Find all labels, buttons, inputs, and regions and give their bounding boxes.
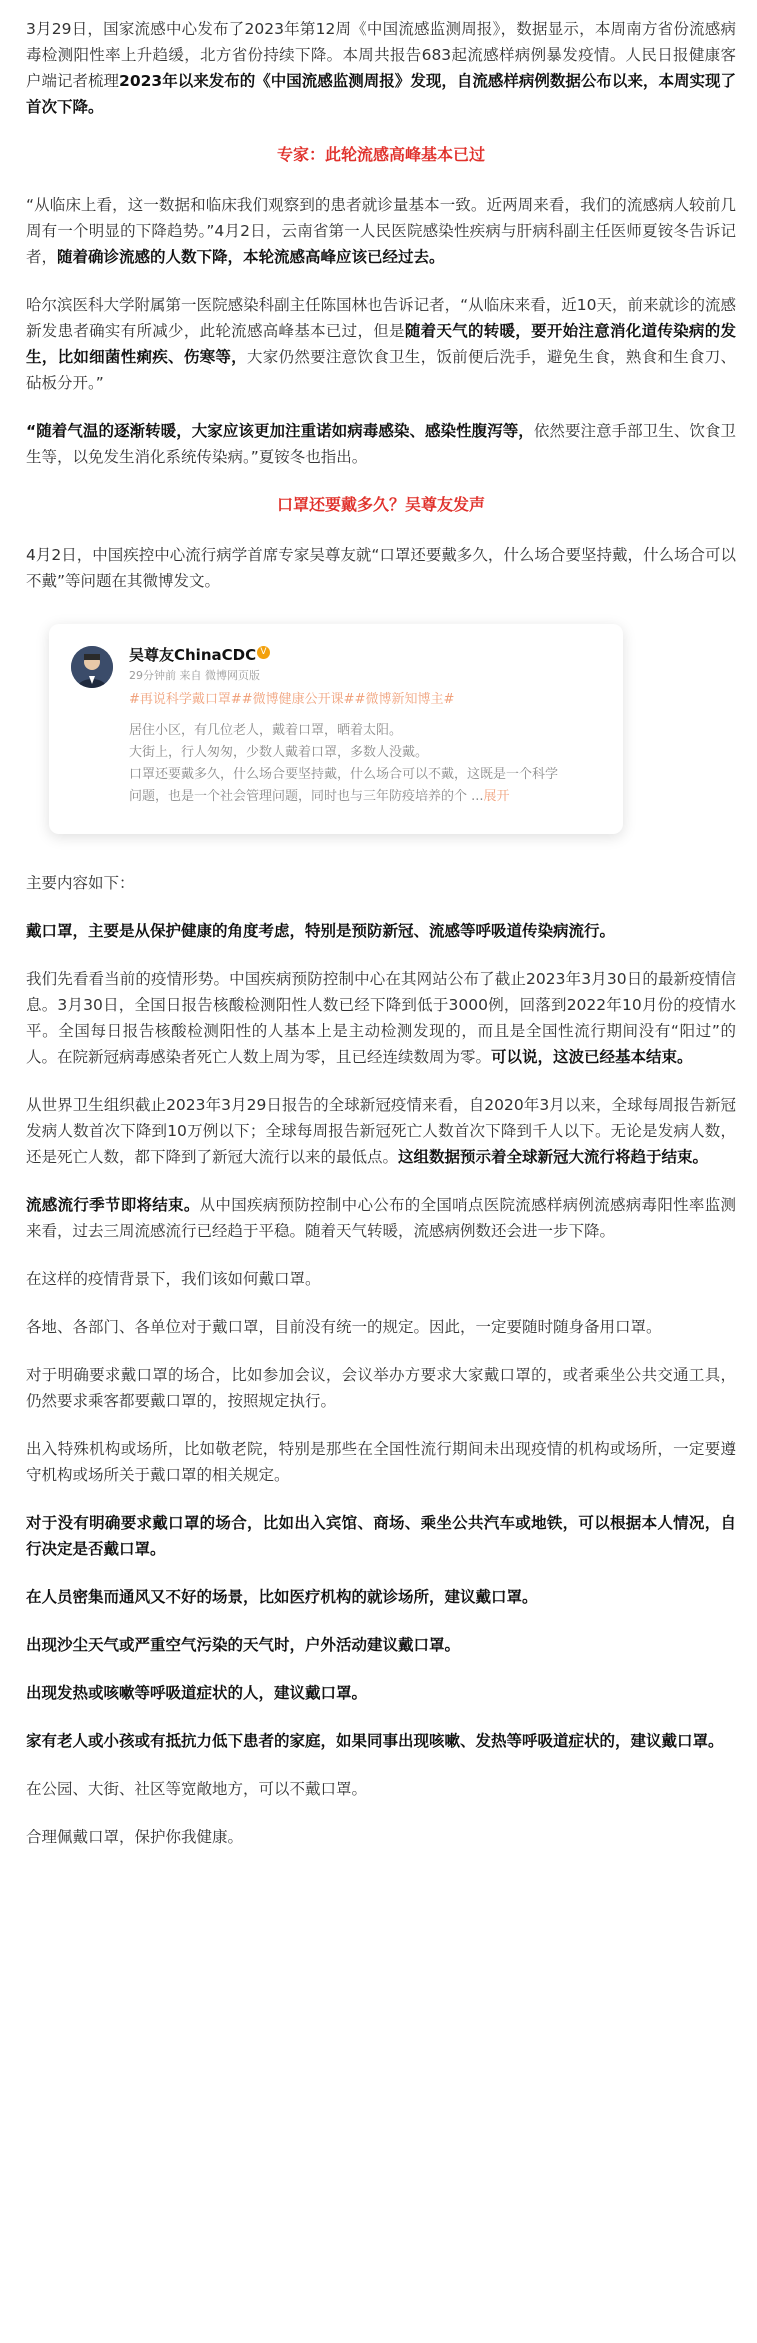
weibo-post-card	[49, 624, 623, 834]
text: 3月29日，国家流感中心发布了2023年第12周《中国流感监测周报》，数据显示，本周南方省份流感病毒检测阳性率上升趋缓，北方省份持续下降。本周共报告683起流感样病例暴发疫情。人民日报健康客户端记者梳理	[26, 20, 736, 90]
section-heading-mask: 口罩还要戴多久？吴尊友发声	[276, 495, 485, 514]
text: 大家仍然要注意饮食卫生，饭前便后洗手，避免生食，熟食和生食刀、砧板分开。”	[26, 348, 736, 392]
weibo-text-line: 居住小区，有几位老人，戴着口罩，晒着太阳。	[129, 723, 403, 738]
bold-text: 戴口罩，主要是从保护健康的角度考虑，特别是预防新冠、流感等呼吸道传染病流行。	[26, 922, 616, 940]
paragraph-who-data	[26, 1092, 736, 1170]
bold-text: 在人员密集而通风又不好的场景，比如医疗机构的就诊场所，建议戴口罩。	[26, 1588, 538, 1606]
paragraph-special-institutions: 出入特殊机构或场所，比如敬老院，特别是那些在全国性流行期间未出现疫情的机构或场所，一定要遵守机构或场所关于戴口罩的相关规定。	[26, 1440, 736, 1484]
bold-text: 可以说，这波已经基本结束。	[491, 1048, 693, 1066]
bold-text: 随着天气的转暖，要开始注意消化道传染病的发生，比如细菌性痢疾、伤寒等，	[26, 322, 736, 366]
weibo-text-line: 口罩还要戴多久，什么场合要坚持戴，什么场合可以不戴，这既是一个科学	[129, 767, 559, 782]
paragraph-crowded-places	[26, 1584, 736, 1610]
paragraph-norovirus	[26, 418, 736, 470]
weibo-text: 问题，也是一个社会管理问题，同时也与三年防疫培养的个 ...	[129, 789, 484, 804]
section-heading-flu-peak: 专家：此轮流感高峰基本已过	[276, 145, 485, 164]
bold-text: 这组数据预示着全球新冠大流行将趋于结束。	[398, 1148, 709, 1166]
paragraph-wu-intro: 4月2日，中国疾控中心流行病学首席专家吴尊友就“口罩还要戴多久，什么场合要坚持戴，什么场合可以不戴”等问题在其微博发文。	[26, 546, 736, 590]
paragraph-dust-weather	[26, 1632, 736, 1658]
paragraph-epidemic-situation	[26, 966, 736, 1070]
paragraph-main-content: 主要内容如下：	[26, 874, 135, 892]
verified-badge-icon: V	[257, 646, 270, 659]
weibo-post-meta: 29分钟前 来自 微博网页版	[129, 669, 260, 682]
bold-text: 出现沙尘天气或严重空气污染的天气时，户外活动建议戴口罩。	[26, 1636, 461, 1654]
paragraph-flu-season	[26, 1192, 736, 1244]
text: 从中国疾病预防控制中心公布的全国哨点医院流感样病例流感病毒阳性率监测来看，过去三周流感流行已经趋于平稳。随着天气转暖，流感病例数还会进一步下降。	[26, 1196, 736, 1240]
paragraph-flu-report	[26, 16, 736, 120]
text: 哈尔滨医科大学附属第一医院感染科副主任陈国林也告诉记者，“从临床来看，近10天，前来就诊的流感新发患者确实有所减少，此轮流感高峰基本已过，但是	[26, 296, 736, 340]
weibo-hashtags[interactable]: #再说科学戴口罩##微博健康公开课##微博新知博主#	[129, 692, 455, 707]
bold-text: 2023年以来发布的《中国流感监测周报》发现，自流感样病例数据公布以来，本周实现了首次下降。	[26, 72, 736, 116]
paragraph-optional-places	[26, 1510, 736, 1562]
paragraph-no-unified-rule: 各地、各部门、各单位对于戴口罩，目前没有统一的规定。因此，一定要随时随身备用口罩。	[26, 1318, 662, 1336]
paragraph-vulnerable-family	[26, 1728, 736, 1754]
paragraph-xia-quote	[26, 192, 736, 270]
bold-text: 随着确诊流感的人数下降，本轮流感高峰应该已经过去。	[57, 248, 445, 266]
bold-text: 家有老人或小孩或有抵抗力低下患者的家庭，如果同事出现咳嗽、发热等呼吸道症状的，建议戴口罩。	[26, 1732, 724, 1750]
paragraph-how-to-wear: 在这样的疫情背景下，我们该如何戴口罩。	[26, 1270, 321, 1288]
text: 依然要注意手部卫生、饮食卫生等，以免发生消化系统传染病。”夏铵冬也指出。	[26, 422, 736, 466]
paragraph-mask-purpose	[26, 918, 736, 944]
avatar[interactable]	[71, 646, 113, 688]
text: 从世界卫生组织截止2023年3月29日报告的全球新冠疫情来看，自2020年3月以来，全球每周报告新冠发病人数首次下降到10万例以下；全球每周报告新冠死亡人数首次下降到千人以下。无论是发病人数，还是死亡人数，都下降到了新冠大流行以来的最低点。	[26, 1096, 736, 1166]
expand-link[interactable]: 展开	[483, 789, 510, 804]
text: 我们先看看当前的疫情形势。中国疾病预防控制中心在其网站公布了截止2023年3月30日的最新疫情信息。3月30日，全国日报告核酸检测阳性人数已经下降到低于3000例，回落到2022年10月份的疫情水平。全国每日报告核酸检测阳性的人基本上是主动检测发现的，而且是全国性流行期间没有“阳过”的人。在院新冠病毒感染者死亡人数上周为零，且已经连续数周为零。	[26, 970, 736, 1066]
paragraph-symptoms	[26, 1680, 736, 1706]
paragraph-open-spaces: 在公园、大街、社区等宽敞地方，可以不戴口罩。	[26, 1780, 368, 1798]
paragraph-closing: 合理佩戴口罩，保护你我健康。	[26, 1828, 244, 1846]
text: “从临床上看，这一数据和临床我们观察到的患者就诊量基本一致。近两周来看，我们的流感病人较前几周有一个明显的下降趋势。”4月2日，云南省第一人民医院感染性疾病与肝病科副主任医师夏铵冬告诉记者，	[26, 196, 736, 266]
weibo-post-body	[129, 720, 569, 808]
paragraph-chen-quote	[26, 292, 736, 396]
paragraph-required-places: 对于明确要求戴口罩的场合，比如参加会议，会议举办方要求大家戴口罩的，或者乘坐公共交通工具，仍然要求乘客都要戴口罩的，按照规定执行。	[26, 1366, 736, 1410]
bold-text: 流感流行季节即将结束。	[26, 1196, 200, 1214]
weibo-author-name[interactable]: 吴尊友ChinaCDC	[129, 646, 257, 664]
weibo-text-line: 大街上，行人匆匆，少数人戴着口罩，多数人没戴。	[129, 745, 429, 760]
bold-text: “随着气温的逐渐转暖，大家应该更加注重诺如病毒感染、感染性腹泻等，	[26, 422, 534, 440]
bold-text: 出现发热或咳嗽等呼吸道症状的人，建议戴口罩。	[26, 1684, 368, 1702]
weibo-text-line	[129, 786, 569, 808]
bold-text: 对于没有明确要求戴口罩的场合，比如出入宾馆、商场、乘坐公共汽车或地铁，可以根据本人情况，自行决定是否戴口罩。	[26, 1514, 736, 1558]
